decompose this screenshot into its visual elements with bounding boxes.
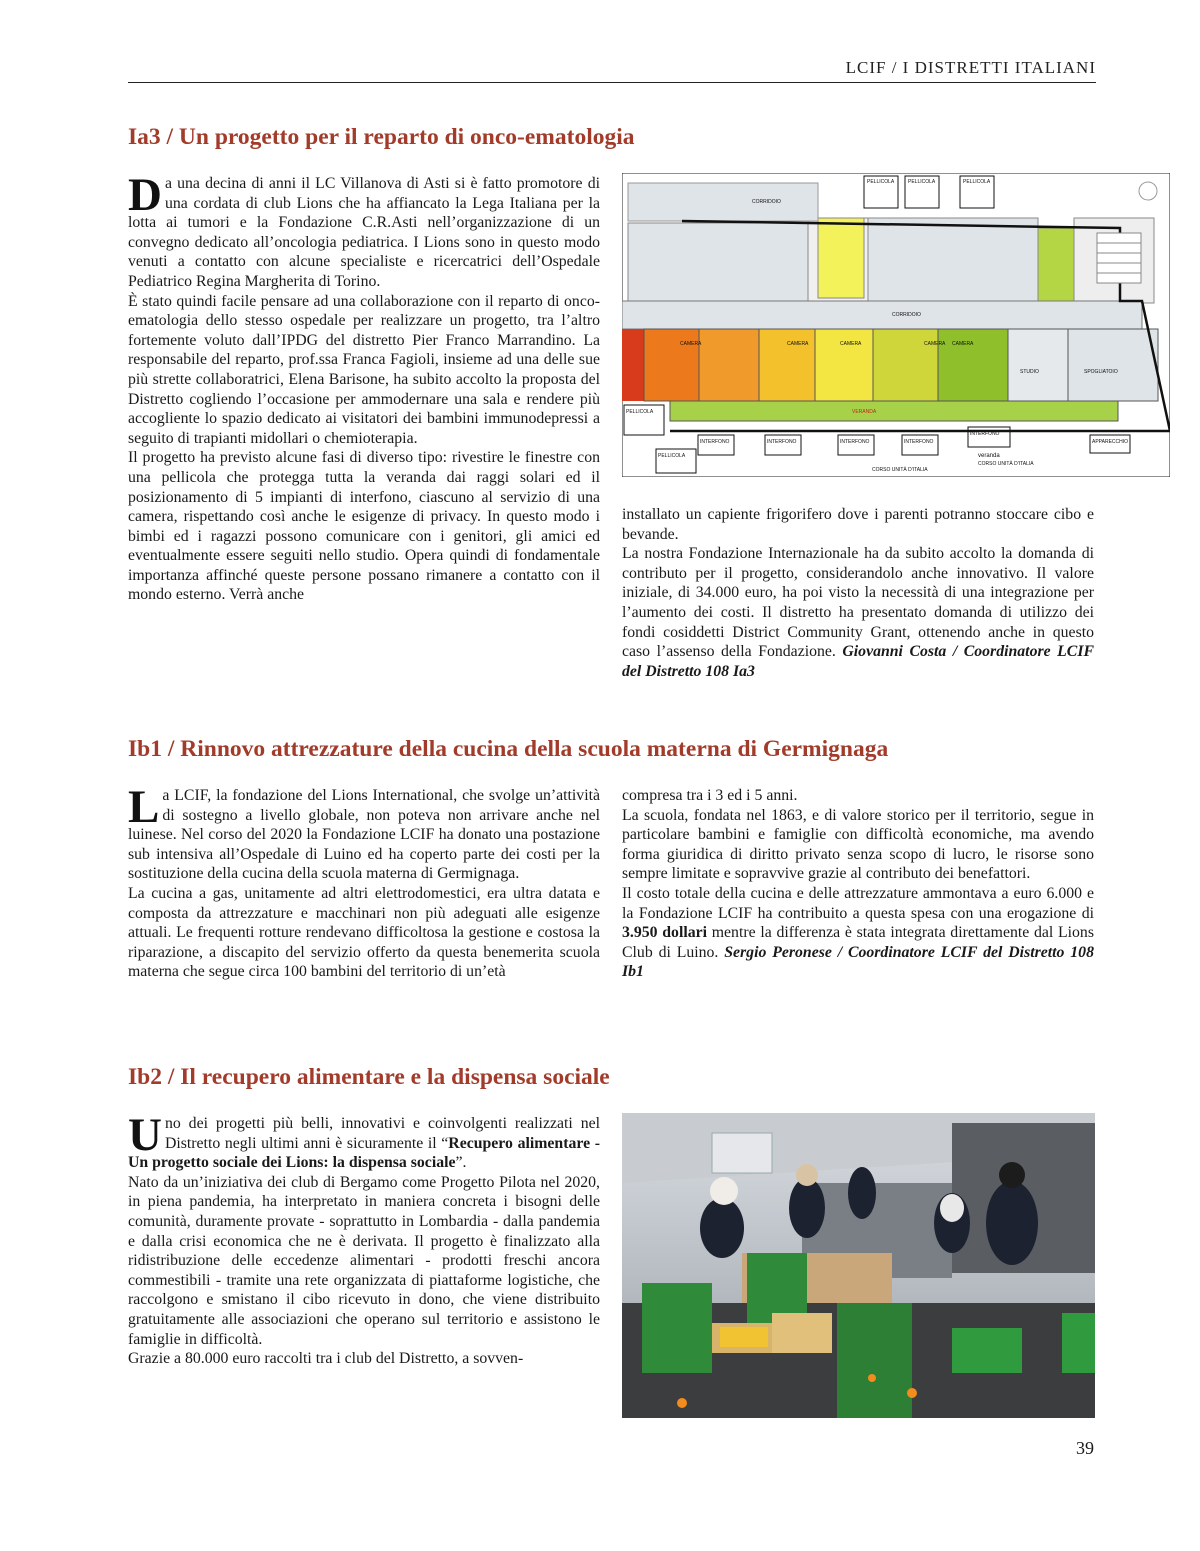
ib1-dropcap: L [128, 781, 160, 833]
ib1-signature: Sergio Peronese / Coordinatore LCIF del Distretto 108 Ib1 [622, 943, 1094, 981]
ib1-paragraph-3: compresa tra i 3 ed i 5 anni. [622, 787, 798, 804]
floor-plan-image [622, 173, 1170, 477]
ia3-paragraph-1: Da una decina di anni il LC Villanova di Asti si è fatto promotore di una cordata di club Lions che ha affiancato la Lega Italiana per la lotta ai tumori e la Fondazione C.R.Asti nell’organizzazione di un convegno dedicato all’oncologia pediatrica. I Lions sono in questo modo venuti a contatto con alcune specialiste e ricercatrici dell’Ospedale Pediatrico Regina Margherita di Torino. [128, 169, 600, 290]
ia3-paragraph-4: installato un capiente frigorifero dove i parenti potranno stoccare cibo e bevande. [622, 506, 1094, 543]
svg-text:CORRIDOIO: CORRIDOIO [892, 312, 921, 318]
ib2-dropcap: U [128, 1109, 162, 1161]
ia3-paragraph-5: La nostra Fondazione Internazionale ha da subito accolto la domanda di contributo per il progetto, considerandolo anche innovativo. Il valore iniziale, di 34.000 euro, ha poi visto la necessità di una integrazione per l’aumento dei costi. Il distretto ha presentato domanda di utilizzo dei fondi cosiddetti District Community Grant, ottenendo anche in questo caso l’assenso della Fondazione. Giovanni Costa / Coordinatore LCIF del Distretto 108 Ia3 [622, 545, 1094, 680]
food-recovery-photo [622, 1113, 1095, 1418]
svg-text:CAMERA: CAMERA [840, 341, 862, 347]
svg-text:INTERFONO: INTERFONO [767, 439, 797, 445]
svg-text:PELLICOLA: PELLICOLA [908, 179, 936, 185]
ib1-paragraph-1: La LCIF, la fondazione del Lions International, che svolge un’attività di sostegno a livello globale, non poteva non arrivare anche nel luinese. Nel corso del 2020 la Fondazione LCIF ha donato una postazione sub intensiva all’Ospedale di Luino ed ha coperto parte dei costi per la sostituzione della cucina della scuola materna di Germignaga. [128, 781, 600, 883]
ia3-paragraph-2: È stato quindi facile pensare ad una collaborazione con il reparto di onco-ematologia dello stesso ospedale per realizzare un progetto, tra l’altro fortemente voluto dall’IPDG del distretto Pier Franco Marrandino. La responsabile del reparto, prof.ssa Franca Fagioli, insieme ad una delle sue più strette collaboratrici, Elena Barisone, ha subito accolto la proposta del Distretto cogliendo l’occasione per ammodernare una sala e rendere più accogliente lo spazio dedicato ai visitatori dei bambini immunodepressi a seguito di trapianti midollari o chemioterapia. [128, 292, 600, 447]
ib1-left-column [128, 781, 600, 982]
ia3-left-column [128, 169, 600, 605]
svg-text:veranda: veranda [978, 453, 1000, 459]
section-title-ib1: Ib1 / Rinnovo attrezzature della cucina della scuola materna di Germignaga [128, 736, 889, 762]
svg-text:CAMERA: CAMERA [787, 341, 809, 347]
ib2-paragraph-1: Uno dei progetti più belli, innovativi e coinvolgenti realizzati nel Distretto negli ultimi anni è sicuramente il “Recupero alimentare - Un progetto sociale dei Lions: la dispensa sociale”. [128, 1109, 600, 1172]
page-number: 39 [1076, 1438, 1094, 1458]
section-title-ib2: Ib2 / Il recupero alimentare e la dispensa sociale [128, 1064, 610, 1090]
svg-text:CORRIDOIO: CORRIDOIO [752, 199, 781, 205]
svg-text:INTERFONO: INTERFONO [970, 431, 1000, 437]
header-rule [128, 82, 1096, 83]
ia3-paragraph-3: Il progetto ha previsto alcune fasi di diverso tipo: rivestire le finestre con una pellicola che protegga tutta la veranda dai raggi solari ed il posizionamento di 5 impianti di interfono, ciascuno al servizio di una camera, rispettando così anche le esigenze di privacy. In questo modo i bimbi ed i ragazzi possono comunicare con i genitori, gli amici ed eventualmente essere seguiti nello studio. Opera quindi di fondamentale importanza affinché queste persone possano rimanere a contatto con il mondo esterno. Verrà anche [128, 449, 600, 604]
svg-text:INTERFONO: INTERFONO [904, 439, 934, 445]
ib1-paragraph-2: La cucina a gas, unitamente ad altri elettrodomestici, era ultra datata e composta da attrezzature e macchinari non più adeguati alle esigenze attuali. Le frequenti rotture rendevano difficoltosa la gestione e costosa la riparazione, a discapito del servizio offerto da questa benemerita scuola materna che segue circa 100 bambini del territorio di un’età [128, 884, 600, 981]
running-head: LCIF / I DISTRETTI ITALIANI [845, 58, 1096, 77]
ib1-paragraph-4: La scuola, fondata nel 1863, e di valore storico per il territorio, segue in particolare bambini e famiglie con difficoltà economiche, ma avendo forma giuridica di diritto privato senza scopo di lucro, le risorse sono sempre limitate e sopravvive grazie al contributo dei benefattori. [622, 806, 1094, 883]
svg-text:SPOGLIATOIO: SPOGLIATOIO [1084, 369, 1118, 375]
svg-text:CORSO UNITÀ D'ITALIA: CORSO UNITÀ D'ITALIA [872, 467, 928, 473]
svg-text:STUDIO: STUDIO [1020, 369, 1039, 375]
ia3-signature: Giovanni Costa / Coordinatore LCIF del Distretto 108 Ia3 [622, 643, 1094, 680]
svg-text:INTERFONO: INTERFONO [840, 439, 870, 445]
ib1-right-column [622, 786, 1094, 982]
svg-text:PELLICOLA: PELLICOLA [867, 179, 895, 185]
svg-text:INTERFONO: INTERFONO [700, 439, 730, 445]
section-title-ia3: Ia3 / Un progetto per il reparto di onco-ematologia [128, 124, 635, 150]
svg-text:PELLICOLA: PELLICOLA [963, 179, 991, 185]
ib2-left-column [128, 1109, 600, 1369]
ib2-paragraph-3: Grazie a 80.000 euro raccolti tra i club del Distretto, a sovven- [128, 1350, 524, 1368]
ia3-dropcap: D [128, 169, 162, 221]
svg-text:VERANDA: VERANDA [852, 409, 877, 415]
svg-text:PELLICOLA: PELLICOLA [658, 453, 686, 459]
svg-text:APPARECCHIO: APPARECCHIO [1092, 439, 1129, 445]
ib2-paragraph-2: Nato da un’iniziativa dei club di Bergamo come Progetto Pilota nel 2020, in piena pandemia, ha interpretato in maniera concreta i bisogni delle comunità, duramente provate - soprattutto in Lombardia - dalla pandemia e dalla crisi economica che ne è derivata. Il progetto è finalizzato alla ridistribuzione delle eccedenze alimentari - prodotti freschi ancora commestibili - tramite una rete organizzata di piattaforme logistiche, che raccolgono e smistano il cibo ricevuto in dono, che viene distribuito gratuitamente alle associazioni che operano sul territorio e assistono le famiglie in difficoltà. [128, 1173, 600, 1348]
ia3-right-column [622, 505, 1094, 681]
svg-text:CORSO UNITÀ D'ITALIA: CORSO UNITÀ D'ITALIA [978, 461, 1034, 467]
svg-text:PELLICOLA: PELLICOLA [626, 409, 654, 415]
svg-text:CAMERA: CAMERA [680, 341, 702, 347]
svg-text:CAMERA: CAMERA [952, 341, 974, 347]
svg-text:CAMERA: CAMERA [924, 341, 946, 347]
ib1-paragraph-5: Il costo totale della cucina e delle attrezzature ammontava a euro 6.000 e la Fondazione LCIF ha contribuito a questa spesa con una erogazione di 3.950 dollari mentre la differenza è stata integrata direttamente dal Lions Club di Luino. Sergio Peronese / Coordinatore LCIF del Distretto 108 Ib1 [622, 884, 1094, 981]
